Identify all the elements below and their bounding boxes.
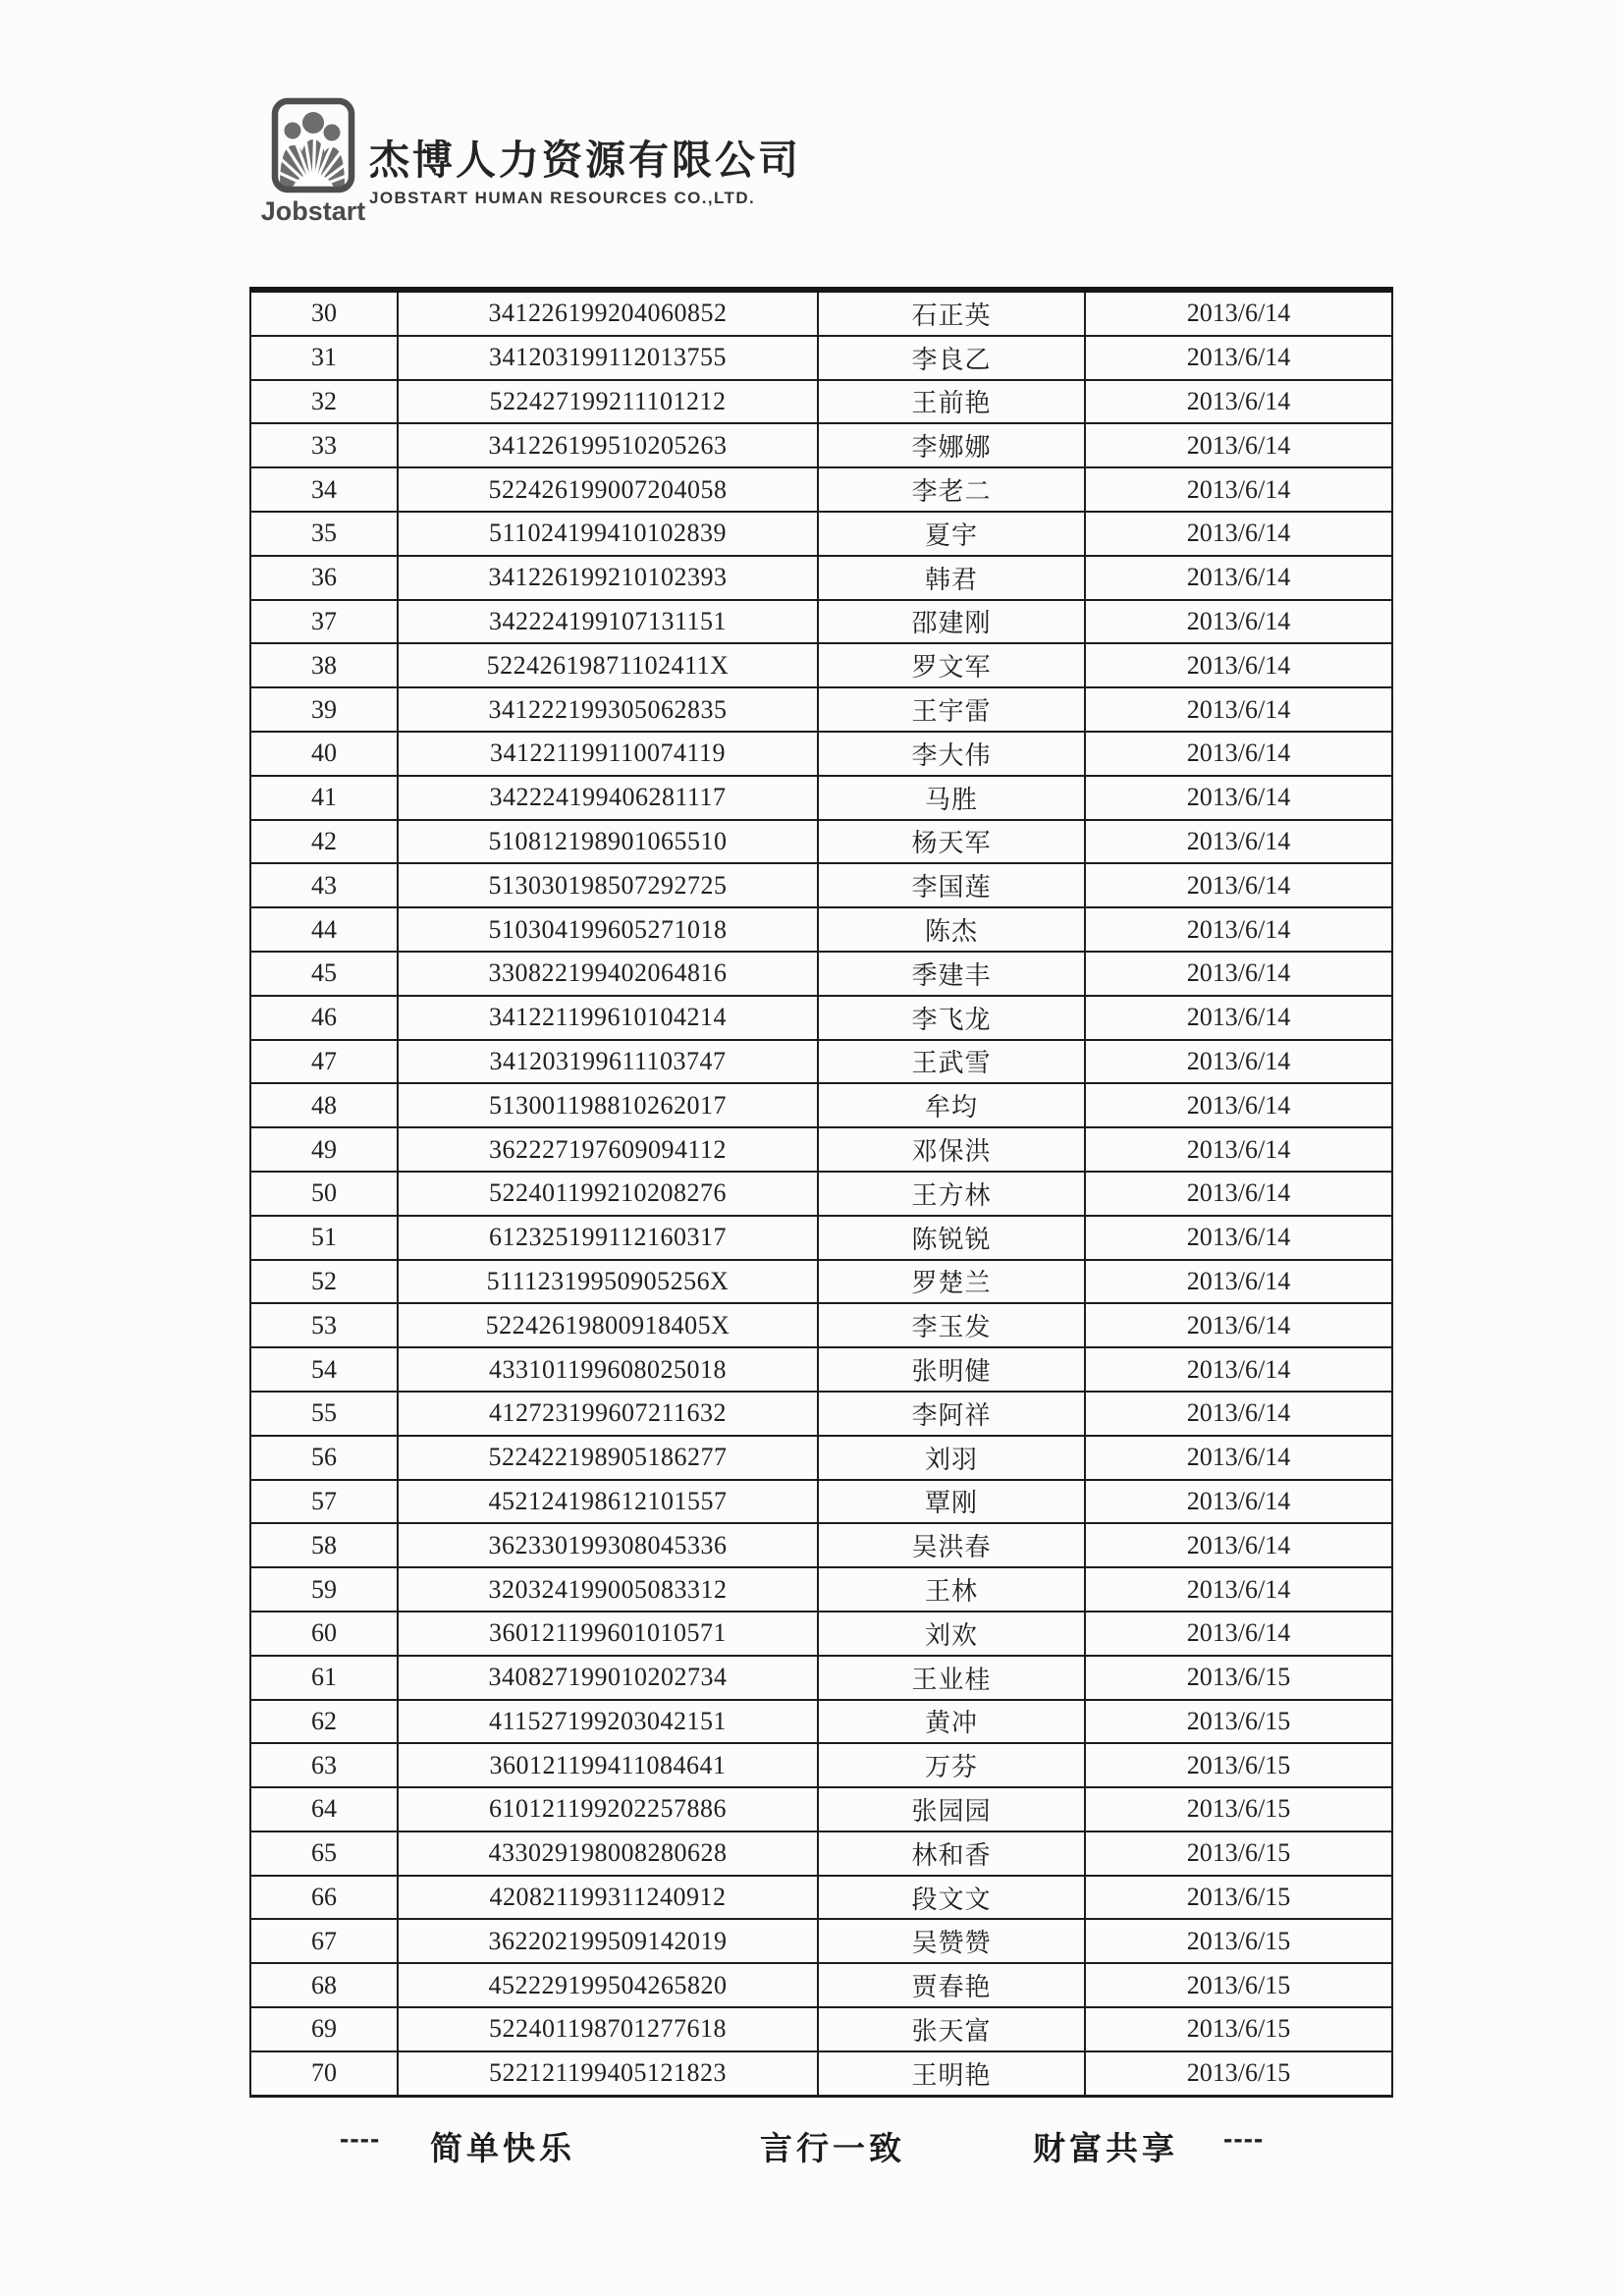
cell-id: 342224199406281117 xyxy=(398,776,818,820)
table-row xyxy=(250,1612,1392,1656)
cell-name: 吴赞赞 xyxy=(818,1919,1085,1963)
cell-name: 王武雪 xyxy=(818,1040,1085,1084)
footer-slogan-bar xyxy=(0,2123,1623,2168)
cell-name: 季建丰 xyxy=(818,952,1085,996)
company-logo xyxy=(259,96,367,227)
cell-date: 2013/6/14 xyxy=(1085,687,1392,732)
table-row xyxy=(250,1480,1392,1524)
cell-no: 59 xyxy=(250,1567,398,1612)
cell-no: 58 xyxy=(250,1523,398,1567)
cell-no: 63 xyxy=(250,1743,398,1787)
cell-name: 李国莲 xyxy=(818,863,1085,907)
cell-no: 57 xyxy=(250,1480,398,1524)
cell-date: 2013/6/14 xyxy=(1085,907,1392,952)
cell-name: 覃刚 xyxy=(818,1480,1085,1524)
table-row xyxy=(250,1831,1392,1876)
cell-name: 李良乙 xyxy=(818,336,1085,380)
cell-date: 2013/6/15 xyxy=(1085,1876,1392,1920)
table-row xyxy=(250,1743,1392,1787)
cell-id: 362330199308045336 xyxy=(398,1523,818,1567)
cell-date: 2013/6/14 xyxy=(1085,467,1392,512)
cell-id: 522422198905186277 xyxy=(398,1436,818,1480)
cell-no: 44 xyxy=(250,907,398,952)
table-row xyxy=(250,996,1392,1040)
table-row xyxy=(250,1303,1392,1347)
cell-name: 罗文军 xyxy=(818,643,1085,687)
cell-date: 2013/6/14 xyxy=(1085,336,1392,380)
table-row xyxy=(250,1347,1392,1392)
cell-id: 320324199005083312 xyxy=(398,1567,818,1612)
cell-id: 433101199608025018 xyxy=(398,1347,818,1392)
cell-date: 2013/6/14 xyxy=(1085,732,1392,776)
cell-date: 2013/6/14 xyxy=(1085,423,1392,467)
cell-date: 2013/6/14 xyxy=(1085,1523,1392,1567)
cell-no: 32 xyxy=(250,380,398,424)
table-row xyxy=(250,1787,1392,1831)
logo-wordmark: Jobstart xyxy=(260,196,366,226)
cell-date: 2013/6/14 xyxy=(1085,512,1392,556)
table-row xyxy=(250,1876,1392,1920)
cell-date: 2013/6/15 xyxy=(1085,1700,1392,1744)
cell-id: 513030198507292725 xyxy=(398,863,818,907)
cell-date: 2013/6/14 xyxy=(1085,863,1392,907)
cell-name: 王林 xyxy=(818,1567,1085,1612)
cell-date: 2013/6/14 xyxy=(1085,1480,1392,1524)
table-row xyxy=(250,952,1392,996)
company-name-zh: 杰博人力资源有限公司 xyxy=(369,137,801,183)
cell-name: 段文文 xyxy=(818,1876,1085,1920)
cell-name: 陈杰 xyxy=(818,907,1085,952)
cell-date: 2013/6/14 xyxy=(1085,776,1392,820)
table-row xyxy=(250,2051,1392,2096)
cell-id: 330822199402064816 xyxy=(398,952,818,996)
cell-id: 341221199610104214 xyxy=(398,996,818,1040)
cell-name: 韩君 xyxy=(818,556,1085,600)
table-row xyxy=(250,1392,1392,1436)
cell-no: 47 xyxy=(250,1040,398,1084)
cell-id: 360121199411084641 xyxy=(398,1743,818,1787)
cell-date: 2013/6/14 xyxy=(1085,1216,1392,1260)
cell-no: 56 xyxy=(250,1436,398,1480)
cell-name: 贾春艳 xyxy=(818,1963,1085,2007)
cell-no: 64 xyxy=(250,1787,398,1831)
table-row xyxy=(250,512,1392,556)
cell-date: 2013/6/14 xyxy=(1085,290,1392,336)
table-row xyxy=(250,1260,1392,1304)
cell-date: 2013/6/14 xyxy=(1085,643,1392,687)
cell-date: 2013/6/14 xyxy=(1085,820,1392,864)
cell-id: 513001198810262017 xyxy=(398,1083,818,1127)
cell-no: 68 xyxy=(250,1963,398,2007)
cell-id: 522121199405121823 xyxy=(398,2051,818,2096)
cell-date: 2013/6/14 xyxy=(1085,1040,1392,1084)
cell-name: 石正英 xyxy=(818,290,1085,336)
cell-no: 51 xyxy=(250,1216,398,1260)
cell-date: 2013/6/14 xyxy=(1085,600,1392,644)
cell-no: 34 xyxy=(250,467,398,512)
table-row xyxy=(250,687,1392,732)
cell-name: 林和香 xyxy=(818,1831,1085,1876)
cell-date: 2013/6/15 xyxy=(1085,2051,1392,2096)
cell-no: 49 xyxy=(250,1127,398,1172)
cell-id: 341226199210102393 xyxy=(398,556,818,600)
cell-id: 341203199611103747 xyxy=(398,1040,818,1084)
cell-date: 2013/6/14 xyxy=(1085,1303,1392,1347)
cell-name: 张园园 xyxy=(818,1787,1085,1831)
cell-no: 52 xyxy=(250,1260,398,1304)
cell-id: 341221199110074119 xyxy=(398,732,818,776)
cell-name: 罗楚兰 xyxy=(818,1260,1085,1304)
cell-date: 2013/6/14 xyxy=(1085,1172,1392,1216)
cell-no: 30 xyxy=(250,290,398,336)
cell-date: 2013/6/14 xyxy=(1085,1436,1392,1480)
footer-slogan-3: 财富共享 xyxy=(1033,2132,1178,2167)
cell-date: 2013/6/14 xyxy=(1085,556,1392,600)
cell-name: 杨天军 xyxy=(818,820,1085,864)
cell-no: 42 xyxy=(250,820,398,864)
footer-slogan-2: 言行一致 xyxy=(760,2132,905,2167)
table-row xyxy=(250,776,1392,820)
cell-name: 王前艳 xyxy=(818,380,1085,424)
cell-id: 411527199203042151 xyxy=(398,1700,818,1744)
cell-id: 522401198701277618 xyxy=(398,2007,818,2051)
cell-no: 55 xyxy=(250,1392,398,1436)
cell-no: 37 xyxy=(250,600,398,644)
table-row xyxy=(250,643,1392,687)
cell-no: 43 xyxy=(250,863,398,907)
cell-id: 522426199007204058 xyxy=(398,467,818,512)
table-row xyxy=(250,336,1392,380)
table-row xyxy=(250,290,1392,336)
cell-no: 33 xyxy=(250,423,398,467)
cell-name: 万芬 xyxy=(818,1743,1085,1787)
cell-no: 54 xyxy=(250,1347,398,1392)
cell-id: 362202199509142019 xyxy=(398,1919,818,1963)
cell-id: 51112319950905256X xyxy=(398,1260,818,1304)
table-row xyxy=(250,863,1392,907)
cell-id: 452229199504265820 xyxy=(398,1963,818,2007)
table-row xyxy=(250,1963,1392,2007)
cell-id: 340827199010202734 xyxy=(398,1656,818,1700)
cell-no: 65 xyxy=(250,1831,398,1876)
cell-no: 53 xyxy=(250,1303,398,1347)
cell-name: 陈锐锐 xyxy=(818,1216,1085,1260)
cell-date: 2013/6/14 xyxy=(1085,1567,1392,1612)
cell-date: 2013/6/14 xyxy=(1085,1347,1392,1392)
table-row xyxy=(250,423,1392,467)
company-names xyxy=(369,128,801,208)
footer-dashes-right: ---- xyxy=(1223,2123,1265,2154)
cell-id: 52242619800918405X xyxy=(398,1303,818,1347)
cell-id: 510304199605271018 xyxy=(398,907,818,952)
cell-name: 邓保洪 xyxy=(818,1127,1085,1172)
cell-date: 2013/6/14 xyxy=(1085,996,1392,1040)
cell-id: 341226199204060852 xyxy=(398,290,818,336)
cell-no: 46 xyxy=(250,996,398,1040)
cell-name: 李大伟 xyxy=(818,732,1085,776)
cell-name: 邵建刚 xyxy=(818,600,1085,644)
cell-name: 刘羽 xyxy=(818,1436,1085,1480)
table-row xyxy=(250,467,1392,512)
cell-id: 342224199107131151 xyxy=(398,600,818,644)
cell-name: 吴洪春 xyxy=(818,1523,1085,1567)
table-row xyxy=(250,556,1392,600)
roster-table xyxy=(249,287,1393,2098)
cell-id: 610121199202257886 xyxy=(398,1787,818,1831)
cell-name: 张天富 xyxy=(818,2007,1085,2051)
cell-id: 522401199210208276 xyxy=(398,1172,818,1216)
cell-date: 2013/6/15 xyxy=(1085,1919,1392,1963)
cell-name: 王方林 xyxy=(818,1172,1085,1216)
cell-id: 522427199211101212 xyxy=(398,380,818,424)
cell-no: 40 xyxy=(250,732,398,776)
cell-no: 70 xyxy=(250,2051,398,2096)
cell-name: 李老二 xyxy=(818,467,1085,512)
cell-id: 511024199410102839 xyxy=(398,512,818,556)
table-row xyxy=(250,380,1392,424)
cell-id: 341222199305062835 xyxy=(398,687,818,732)
cell-no: 62 xyxy=(250,1700,398,1744)
letterhead xyxy=(0,0,1623,236)
cell-id: 360121199601010571 xyxy=(398,1612,818,1656)
cell-date: 2013/6/14 xyxy=(1085,1260,1392,1304)
cell-date: 2013/6/15 xyxy=(1085,1656,1392,1700)
table-row xyxy=(250,907,1392,952)
cell-no: 67 xyxy=(250,1919,398,1963)
cell-no: 45 xyxy=(250,952,398,996)
cell-no: 31 xyxy=(250,336,398,380)
footer-slogan-1: 简单快乐 xyxy=(430,2132,575,2167)
table-row xyxy=(250,2007,1392,2051)
cell-name: 黄冲 xyxy=(818,1700,1085,1744)
cell-id: 433029198008280628 xyxy=(398,1831,818,1876)
table-row xyxy=(250,1127,1392,1172)
cell-date: 2013/6/14 xyxy=(1085,952,1392,996)
cell-id: 52242619871102411X xyxy=(398,643,818,687)
cell-date: 2013/6/15 xyxy=(1085,1963,1392,2007)
cell-no: 66 xyxy=(250,1876,398,1920)
cell-name: 王明艳 xyxy=(818,2051,1085,2096)
cell-id: 412723199607211632 xyxy=(398,1392,818,1436)
cell-date: 2013/6/14 xyxy=(1085,1392,1392,1436)
cell-no: 35 xyxy=(250,512,398,556)
company-name-en: JOBSTART HUMAN RESOURCES CO.,LTD. xyxy=(369,189,756,207)
cell-id: 420821199311240912 xyxy=(398,1876,818,1920)
cell-date: 2013/6/14 xyxy=(1085,1612,1392,1656)
cell-no: 69 xyxy=(250,2007,398,2051)
cell-no: 41 xyxy=(250,776,398,820)
table-row xyxy=(250,1700,1392,1744)
cell-no: 39 xyxy=(250,687,398,732)
table-row xyxy=(250,820,1392,864)
cell-name: 牟均 xyxy=(818,1083,1085,1127)
table-row xyxy=(250,1919,1392,1963)
cell-date: 2013/6/14 xyxy=(1085,1083,1392,1127)
cell-name: 马胜 xyxy=(818,776,1085,820)
cell-no: 61 xyxy=(250,1656,398,1700)
cell-date: 2013/6/14 xyxy=(1085,380,1392,424)
cell-name: 张明健 xyxy=(818,1347,1085,1392)
cell-id: 341226199510205263 xyxy=(398,423,818,467)
cell-date: 2013/6/15 xyxy=(1085,1787,1392,1831)
cell-no: 50 xyxy=(250,1172,398,1216)
cell-no: 38 xyxy=(250,643,398,687)
cell-name: 李飞龙 xyxy=(818,996,1085,1040)
table-row xyxy=(250,600,1392,644)
cell-id: 612325199112160317 xyxy=(398,1216,818,1260)
cell-name: 李娜娜 xyxy=(818,423,1085,467)
cell-date: 2013/6/14 xyxy=(1085,1127,1392,1172)
table-row xyxy=(250,732,1392,776)
jobstart-logo-icon xyxy=(270,96,356,194)
cell-id: 452124198612101557 xyxy=(398,1480,818,1524)
table-row xyxy=(250,1523,1392,1567)
cell-id: 510812198901065510 xyxy=(398,820,818,864)
cell-name: 李阿祥 xyxy=(818,1392,1085,1436)
cell-no: 36 xyxy=(250,556,398,600)
cell-name: 夏宇 xyxy=(818,512,1085,556)
table-row xyxy=(250,1040,1392,1084)
cell-date: 2013/6/15 xyxy=(1085,1831,1392,1876)
cell-name: 李玉发 xyxy=(818,1303,1085,1347)
cell-no: 60 xyxy=(250,1612,398,1656)
cell-name: 王宇雷 xyxy=(818,687,1085,732)
footer-dashes-left: ---- xyxy=(340,2123,381,2154)
table-row xyxy=(250,1436,1392,1480)
table-row xyxy=(250,1172,1392,1216)
cell-id: 362227197609094112 xyxy=(398,1127,818,1172)
table-row xyxy=(250,1656,1392,1700)
cell-no: 48 xyxy=(250,1083,398,1127)
table-row xyxy=(250,1567,1392,1612)
cell-date: 2013/6/15 xyxy=(1085,1743,1392,1787)
table-row xyxy=(250,1216,1392,1260)
cell-name: 刘欢 xyxy=(818,1612,1085,1656)
cell-name: 王业桂 xyxy=(818,1656,1085,1700)
cell-date: 2013/6/15 xyxy=(1085,2007,1392,2051)
table-row xyxy=(250,1083,1392,1127)
cell-id: 341203199112013755 xyxy=(398,336,818,380)
